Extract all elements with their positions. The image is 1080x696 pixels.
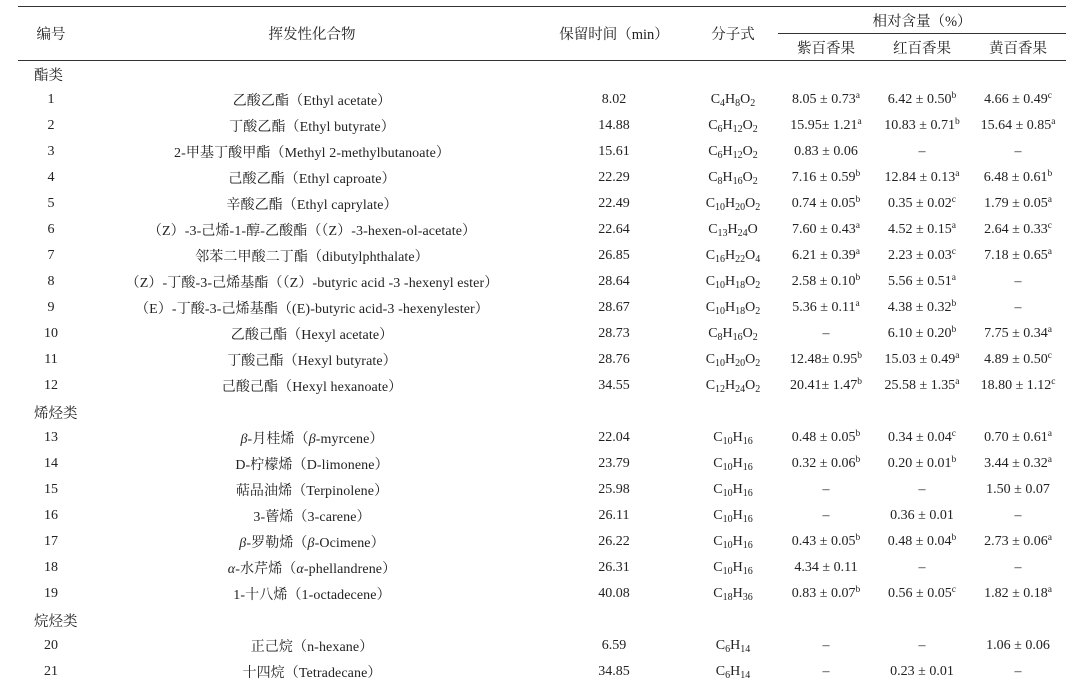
compound-name: 乙酸乙酯（Ethyl acetate） <box>232 94 392 109</box>
purple-value: 0.83 ± 0.07$^b$ <box>791 585 861 601</box>
purple-value: 2.58 ± 0.10$^b$ <box>791 273 861 289</box>
red-value: 0.35 ± 0.02$^c$ <box>888 195 956 211</box>
header-compound: 挥发性化合物 <box>268 27 356 43</box>
compound-number: 17 <box>44 534 58 549</box>
molecular-formula: $C_{10}H_{16}$ <box>713 508 753 525</box>
compound-number: 5 <box>47 196 55 211</box>
table-row <box>18 139 1066 165</box>
molecular-formula: $C_6H_{14}$ <box>715 664 751 681</box>
retention-time: 34.55 <box>598 378 630 393</box>
purple-value: 8.05 ± 0.73$^a$ <box>792 91 860 107</box>
section-row <box>18 399 1066 425</box>
header-retention-time: 保留时间（min） <box>559 27 669 43</box>
yellow-value: – <box>1014 274 1022 289</box>
molecular-formula: $C_8H_{16}O_2$ <box>708 326 758 343</box>
table-row <box>18 633 1066 659</box>
compound-name: 丁酸己酯（Hexyl butyrate） <box>227 354 397 369</box>
retention-time: 34.85 <box>598 664 630 679</box>
yellow-value: 3.44 ± 0.32$^a$ <box>984 455 1052 471</box>
retention-time: 14.88 <box>598 118 630 133</box>
compound-number: 20 <box>44 638 58 653</box>
table-row <box>18 295 1066 321</box>
molecular-formula: $C_{10}H_{16}$ <box>713 482 753 499</box>
compound-number: 2 <box>47 118 55 133</box>
retention-time: 26.85 <box>598 248 630 263</box>
red-value: 4.52 ± 0.15$^a$ <box>888 221 956 237</box>
retention-time: 22.29 <box>598 170 630 185</box>
yellow-value: 1.50 ± 0.07 <box>986 482 1050 497</box>
retention-time: 28.76 <box>598 352 630 367</box>
yellow-value: 4.66 ± 0.49$^c$ <box>984 91 1052 107</box>
purple-value: 6.21 ± 0.39$^a$ <box>792 247 860 263</box>
yellow-value: 1.82 ± 0.18$^a$ <box>984 585 1052 601</box>
retention-time: 25.98 <box>598 482 630 497</box>
purple-value: 0.74 ± 0.05$^b$ <box>791 195 861 211</box>
compound-number: 13 <box>44 430 58 445</box>
compound-number: 7 <box>47 248 55 263</box>
retention-time: 6.59 <box>601 638 627 653</box>
purple-value: 15.95± 1.21$^a$ <box>790 117 862 133</box>
molecular-formula: $C_4H_8O_2$ <box>710 92 756 109</box>
retention-time: 22.64 <box>598 222 630 237</box>
red-value: 6.42 ± 0.50$^b$ <box>887 91 957 107</box>
compound-number: 1 <box>47 92 55 107</box>
compound-name: 己酸乙酯（Ethyl caproate） <box>228 172 396 187</box>
table-row <box>18 555 1066 581</box>
retention-time: 23.79 <box>598 456 630 471</box>
retention-time: 28.67 <box>598 300 630 315</box>
table-row <box>18 87 1066 113</box>
table-row <box>18 581 1066 607</box>
molecular-formula: $C_{10}H_{20}O_2$ <box>705 352 761 369</box>
molecular-formula: $C_6H_{14}$ <box>715 638 751 655</box>
section-row <box>18 607 1066 633</box>
red-value: 25.58 ± 1.35$^a$ <box>884 377 960 393</box>
purple-value: 0.83 ± 0.06 <box>794 144 858 159</box>
yellow-value: 1.06 ± 0.06 <box>986 638 1050 653</box>
purple-value: 12.48± 0.95$^b$ <box>790 351 862 367</box>
red-value: – <box>918 638 926 653</box>
table-row <box>18 425 1066 451</box>
purple-value: – <box>822 664 830 679</box>
retention-time: 22.04 <box>598 430 630 445</box>
table-row <box>18 165 1066 191</box>
purple-value: 4.34 ± 0.11 <box>794 560 858 575</box>
compound-name: 丁酸乙酯（Ethyl butyrate） <box>229 120 395 135</box>
compound-name: 十四烷（Tetradecane） <box>242 666 382 681</box>
purple-value: 0.32 ± 0.06$^b$ <box>791 455 861 471</box>
compound-number: 15 <box>44 482 58 497</box>
compound-name: （E）-丁酸-3-己烯基酯（(E)-butyric acid-3 -hexenylester） <box>135 302 489 317</box>
retention-time: 40.08 <box>598 586 630 601</box>
red-value: 12.84 ± 0.13$^a$ <box>884 169 960 185</box>
yellow-value: – <box>1014 508 1022 523</box>
compound-name: β-罗勒烯（β-Ocimene） <box>239 536 385 551</box>
molecular-formula: $C_{10}H_{18}O_2$ <box>705 274 761 291</box>
red-value: 15.03 ± 0.49$^a$ <box>884 351 960 367</box>
yellow-value: 7.75 ± 0.34$^a$ <box>984 325 1052 341</box>
header-yellow-passionfruit: 黄百香果 <box>989 40 1048 57</box>
yellow-value: – <box>1014 560 1022 575</box>
section-row <box>18 61 1066 88</box>
molecular-formula: $C_{10}H_{16}$ <box>713 534 753 551</box>
compound-name: 萜品油烯（Terpinolene） <box>235 484 389 499</box>
molecular-formula: $C_6H_{12}O_2$ <box>708 118 758 135</box>
retention-time: 26.22 <box>598 534 630 549</box>
yellow-value: 1.79 ± 0.05$^a$ <box>984 195 1052 211</box>
compound-name: 己酸己酯（Hexyl hexanoate） <box>221 380 403 395</box>
compound-number: 6 <box>47 222 55 237</box>
compound-number: 21 <box>44 664 58 679</box>
yellow-value: 2.64 ± 0.33$^c$ <box>984 221 1052 237</box>
table-row <box>18 529 1066 555</box>
purple-value: 20.41± 1.47$^b$ <box>790 377 862 393</box>
molecular-formula: $C_{10}H_{20}O_2$ <box>705 196 761 213</box>
compound-name: 2-甲基丁酸甲酯（Methyl 2-methylbutanoate） <box>174 146 450 161</box>
molecular-formula: $C_{16}H_{22}O_4$ <box>705 248 761 265</box>
molecular-formula: $C_{12}H_{24}O_2$ <box>705 378 761 395</box>
molecular-formula: $C_{18}H_{36}$ <box>713 586 753 603</box>
red-value: 2.23 ± 0.03$^c$ <box>888 247 956 263</box>
red-value: 6.10 ± 0.20$^b$ <box>887 325 957 341</box>
compound-number: 3 <box>47 144 55 159</box>
yellow-value: 0.70 ± 0.61$^a$ <box>984 429 1052 445</box>
yellow-value: 15.64 ± 0.85$^a$ <box>980 117 1056 133</box>
compound-name: 辛酸乙酯（Ethyl caprylate） <box>226 198 398 213</box>
red-value: 0.36 ± 0.01 <box>890 508 954 523</box>
compound-number: 19 <box>44 586 58 601</box>
table-row <box>18 191 1066 217</box>
retention-time: 26.31 <box>598 560 630 575</box>
compound-name: α-水芹烯（α-phellandrene） <box>227 562 397 577</box>
header-number: 编号 <box>36 27 66 43</box>
compound-name: D-柠檬烯（D-limonene） <box>235 458 389 473</box>
compound-number: 11 <box>44 352 58 367</box>
yellow-value: 18.80 ± 1.12$^c$ <box>980 377 1056 393</box>
red-value: 5.56 ± 0.51$^a$ <box>888 273 956 289</box>
yellow-value: 6.48 ± 0.61$^b$ <box>983 169 1053 185</box>
table-row <box>18 451 1066 477</box>
red-value: 0.56 ± 0.05$^c$ <box>888 585 956 601</box>
red-value: 0.48 ± 0.04$^b$ <box>887 533 957 549</box>
compound-number: 8 <box>47 274 55 289</box>
compound-name: （Z）-丁酸-3-己烯基酯（（Z）-butyric acid -3 -hexenyl ester） <box>125 276 499 291</box>
molecular-formula: $C_{10}H_{16}$ <box>713 456 753 473</box>
compound-number: 18 <box>44 560 58 575</box>
purple-value: – <box>822 638 830 653</box>
red-value: 0.34 ± 0.04$^c$ <box>888 429 956 445</box>
molecular-formula: $C_{10}H_{16}$ <box>713 560 753 577</box>
table-row <box>18 503 1066 529</box>
red-value: 0.23 ± 0.01 <box>890 664 954 679</box>
header-red-passionfruit: 红百香果 <box>893 40 951 57</box>
retention-time: 28.73 <box>598 326 630 341</box>
purple-value: 5.36 ± 0.11$^a$ <box>792 299 860 315</box>
red-value: – <box>918 144 926 159</box>
compound-name: 1-十八烯（1-octadecene） <box>233 588 391 603</box>
yellow-value: 2.73 ± 0.06$^a$ <box>984 533 1052 549</box>
section-label: 烷烃类 <box>34 613 78 630</box>
section-label: 烯烃类 <box>34 405 78 422</box>
retention-time: 28.64 <box>598 274 630 289</box>
red-value: 4.38 ± 0.32$^b$ <box>887 299 957 315</box>
compound-name: 正己烷（n-hexane） <box>250 640 374 655</box>
header-purple-passionfruit: 紫百香果 <box>797 40 855 57</box>
volatile-compounds-table <box>18 6 1066 685</box>
table-row <box>18 373 1066 399</box>
yellow-value: 4.89 ± 0.50$^c$ <box>984 351 1052 367</box>
table-row <box>18 243 1066 269</box>
retention-time: 8.02 <box>601 92 627 107</box>
compound-number: 9 <box>47 300 55 315</box>
red-value: 0.20 ± 0.01$^b$ <box>887 455 957 471</box>
yellow-value: – <box>1014 144 1022 159</box>
compound-number: 14 <box>44 456 58 471</box>
red-value: 10.83 ± 0.71$^b$ <box>884 117 960 133</box>
table-row <box>18 477 1066 503</box>
compound-number: 10 <box>44 326 58 341</box>
purple-value: 0.48 ± 0.05$^b$ <box>791 429 861 445</box>
yellow-value: – <box>1014 664 1022 679</box>
molecular-formula: $C_8H_{16}O_2$ <box>708 170 758 187</box>
purple-value: 7.60 ± 0.43$^a$ <box>792 221 860 237</box>
compound-name: 乙酸己酯（Hexyl acetate） <box>230 328 394 343</box>
table-row <box>18 269 1066 295</box>
header-formula: 分子式 <box>711 27 755 43</box>
table-row <box>18 347 1066 373</box>
retention-time: 22.49 <box>598 196 630 211</box>
red-value: – <box>918 560 926 575</box>
purple-value: – <box>822 482 830 497</box>
molecular-formula: $C_{13}H_{24}O$ <box>708 222 758 239</box>
molecular-formula: $C_{10}H_{18}O_2$ <box>705 300 761 317</box>
red-value: – <box>918 482 926 497</box>
table-row <box>18 659 1066 685</box>
retention-time: 15.61 <box>598 144 630 159</box>
header-relative-content: 相对含量（%） <box>778 7 1066 34</box>
compound-number: 4 <box>47 170 55 185</box>
compound-name: β-月桂烯（β-myrcene） <box>240 432 384 447</box>
purple-value: 7.16 ± 0.59$^b$ <box>791 169 861 185</box>
yellow-value: 7.18 ± 0.65$^a$ <box>984 247 1052 263</box>
purple-value: – <box>822 326 830 341</box>
table-row <box>18 321 1066 347</box>
yellow-value: – <box>1014 300 1022 315</box>
purple-value: 0.43 ± 0.05$^b$ <box>791 533 861 549</box>
retention-time: 26.11 <box>598 508 630 523</box>
compound-name: 邻苯二甲酸二丁酯（dibutylphthalate） <box>195 250 429 265</box>
molecular-formula: $C_{10}H_{16}$ <box>713 430 753 447</box>
compound-name: 3-蒈烯（3-carene） <box>253 510 371 525</box>
compound-name: （Z）-3-己烯-1-醇-乙酸酯（（Z）-3-hexen-ol-acetate） <box>147 224 477 239</box>
compound-number: 16 <box>44 508 58 523</box>
table-body <box>18 61 1066 686</box>
purple-value: – <box>822 508 830 523</box>
section-label: 酯类 <box>34 67 63 84</box>
compound-number: 12 <box>44 378 58 393</box>
table-row <box>18 217 1066 243</box>
molecular-formula: $C_6H_{12}O_2$ <box>708 144 758 161</box>
table-row <box>18 113 1066 139</box>
